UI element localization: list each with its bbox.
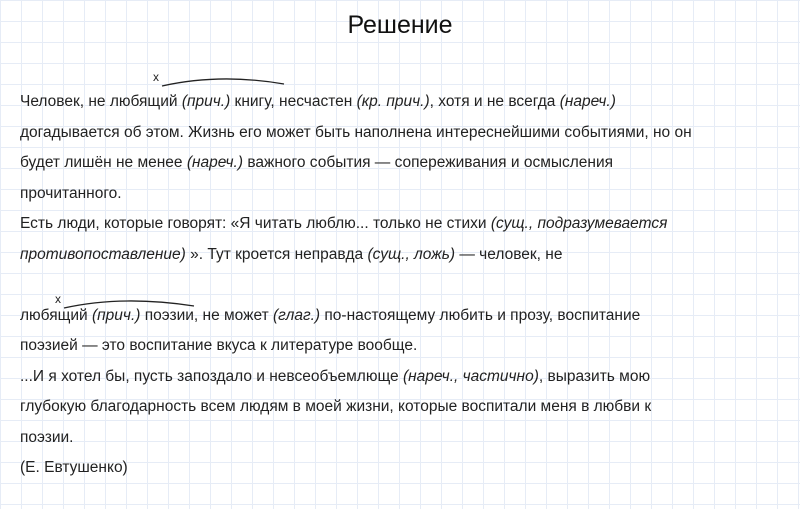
text-line: поэзии. (20, 428, 74, 446)
text-line (20, 362, 790, 393)
text-span: по-настоящему любить и прозу, воспитание (320, 306, 641, 324)
text-span: Человек, не любящий (20, 93, 182, 110)
solution-text (20, 87, 790, 484)
text-line: прочитанного. (20, 184, 122, 202)
text-line: догадывается об этом. Жизнь его может быть наполнена интереснейшими событиями, но он (20, 123, 692, 141)
grammar-note: (глаг.) (272, 306, 321, 324)
text-span: , хотя и не всегда (429, 93, 560, 110)
text-line: поэзией — это воспитание вкуса к литературе вообще. (20, 337, 418, 354)
text-span: , выразить мою (538, 367, 651, 385)
text-line (20, 209, 790, 240)
grammar-note: (кр. прич.) (356, 93, 430, 110)
grammar-note: (нареч., частично) (402, 367, 539, 385)
grammar-note: (нареч.) (559, 93, 616, 110)
text-span: ...И я хотел бы, пусть запоздало и невсеобъемлюще (20, 367, 403, 385)
blank-line (20, 270, 790, 301)
text-line (20, 148, 790, 179)
text-line (20, 240, 790, 271)
grammar-note: (сущ., ложь) (367, 245, 456, 263)
grammar-note: (прич.) (181, 93, 231, 110)
text-span: важного события — сопереживания и осмысления (243, 154, 614, 171)
text-span: любящий (20, 306, 92, 324)
grammar-note: (нареч.) (186, 154, 244, 171)
text-line: глубокую благодарность всем людям в моей жизни, которые воспитали меня в любви к (20, 398, 652, 415)
text-span: книгу, несчастен (230, 93, 357, 110)
phrase-mark-x-2: x (55, 292, 61, 306)
grammar-note: (сущ., подразумевается (490, 215, 668, 232)
page-title: Решение (347, 11, 453, 39)
text-line (20, 301, 790, 332)
grammar-note: противопоставление) (20, 245, 186, 263)
author-attribution: (Е. Евтушенко) (20, 459, 128, 476)
phrase-mark-x-1: x (153, 70, 159, 84)
text-span: Есть люди, которые говорят: «Я читать люблю... только не стихи (20, 215, 491, 232)
text-line (20, 87, 790, 118)
text-span: поэзии, не может (140, 306, 273, 324)
text-span: — человек, не (455, 245, 563, 263)
text-span: будет лишён не менее (20, 154, 187, 171)
grammar-note: (прич.) (91, 306, 141, 324)
text-span: ». Тут кроется неправда (185, 245, 368, 263)
